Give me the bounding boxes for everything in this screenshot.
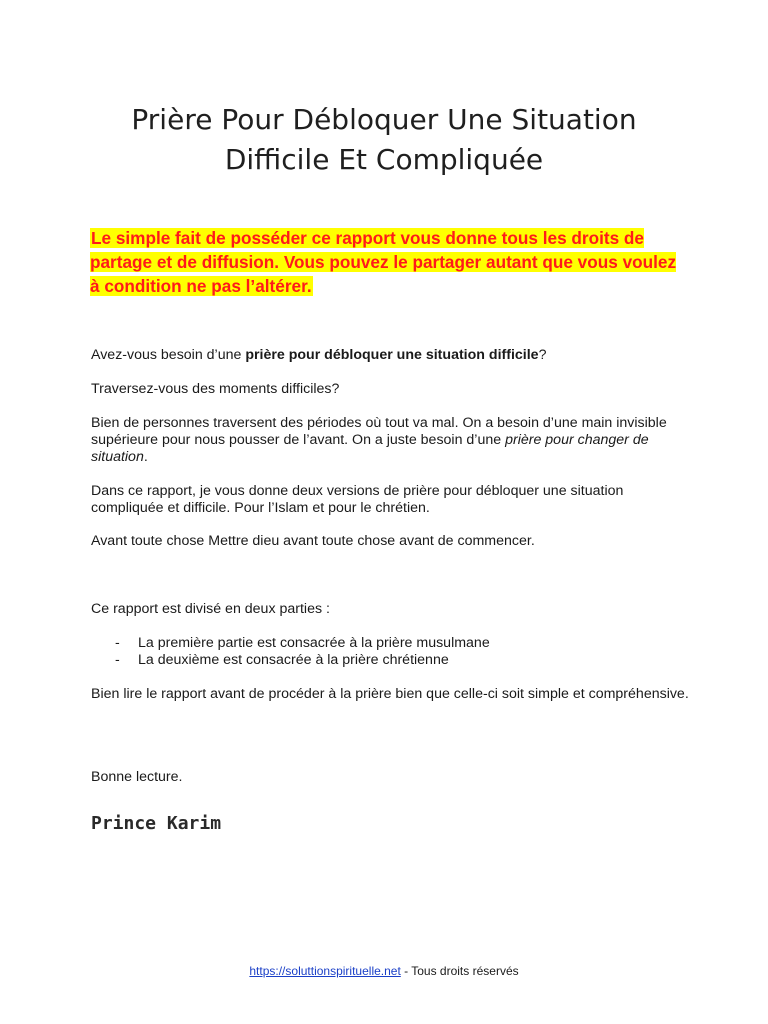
paragraph-main-invisible — [91, 415, 691, 466]
paragraph-main-invisible-end: . — [143, 449, 148, 465]
author-signature: Prince Karim — [91, 813, 222, 834]
paragraph-bien-lire: Bien lire le rapport avant de procéder à la prière bien que celle-ci soit simple et compréhensive. — [91, 686, 689, 702]
intro-question-bold: prière pour débloquer une situation difficile — [245, 347, 539, 363]
list-item — [91, 635, 691, 652]
page-footer — [0, 963, 768, 979]
closing-bonne-lecture: Bonne lecture. — [91, 769, 183, 785]
rights-notice — [90, 226, 690, 298]
question-moments-difficiles: Traversez-vous des moments difficiles? — [91, 381, 340, 397]
list-item-text: La deuxième est consacrée à la prière chrétienne — [138, 652, 449, 668]
paragraph-main-invisible-text: Bien de personnes traversent des périodes où tout va mal. On a besoin d’une main invisible supérieure pour nous pousser de l’avant. On a juste besoin d’une — [91, 415, 667, 448]
page-title — [60, 100, 708, 180]
list-bullet: - — [115, 652, 120, 668]
footer-rights: - Tous droits réservés — [400, 964, 519, 978]
rights-notice-text: Le simple fait de posséder ce rapport vous donne tous les droits de partage et de diffusion. Vous pouvez le partager autant que vous voulez à condition ne pas l’altérer. — [90, 228, 677, 296]
intro-question-post: ? — [538, 347, 547, 363]
list-bullet: - — [115, 635, 120, 651]
list-item — [91, 652, 691, 669]
footer-website-link[interactable]: https://soluttionspirituelle.net — [249, 964, 401, 978]
paragraph-deux-versions: Dans ce rapport, je vous donne deux versions de prière pour débloquer une situation compliquée et difficile. Pour l’Islam et pour le chrétien. — [91, 483, 624, 516]
paragraph-avant-toute-chose: Avant toute chose Mettre dieu avant toute chose avant de commencer. — [91, 533, 535, 549]
list-item-text: La première partie est consacrée à la prière musulmane — [138, 635, 490, 651]
paragraph-main-invisible-italic: prière pour changer de situation — [91, 432, 649, 465]
title-line-2: Difficile Et Compliquée — [224, 143, 544, 176]
intro-question-pre: Avez-vous besoin d’une — [91, 347, 246, 363]
intro-question — [91, 347, 691, 364]
title-line-1: Prière Pour Débloquer Une Situation — [131, 103, 637, 136]
parts-intro: Ce rapport est divisé en deux parties : — [91, 601, 330, 617]
